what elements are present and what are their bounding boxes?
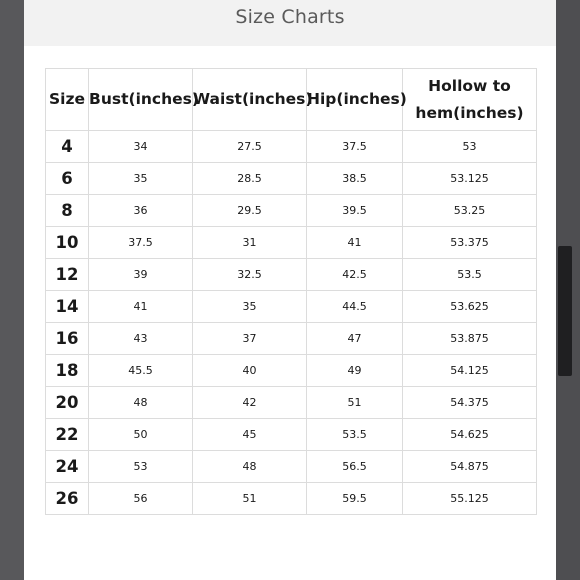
hip-header: Hip(inches) xyxy=(307,69,403,131)
hip-cell: 42.5 xyxy=(307,259,403,291)
size-cell: 12 xyxy=(46,259,89,291)
size-cell: 8 xyxy=(46,195,89,227)
waist-cell: 40 xyxy=(193,355,307,387)
waist-cell: 27.5 xyxy=(193,131,307,163)
hollow-to-hem-cell: 54.125 xyxy=(403,355,537,387)
waist-cell: 37 xyxy=(193,323,307,355)
hip-cell: 37.5 xyxy=(307,131,403,163)
table-row xyxy=(46,227,537,259)
bust-cell: 35 xyxy=(89,163,193,195)
hollow-to-hem-cell: 54.625 xyxy=(403,419,537,451)
hip-cell: 41 xyxy=(307,227,403,259)
hollow-to-hem-cell: 53.375 xyxy=(403,227,537,259)
size-cell: 4 xyxy=(46,131,89,163)
bust-header: Bust(inches) xyxy=(89,69,193,131)
waist-cell: 29.5 xyxy=(193,195,307,227)
bust-cell: 56 xyxy=(89,483,193,515)
size-cell: 10 xyxy=(46,227,89,259)
waist-cell: 45 xyxy=(193,419,307,451)
bust-cell: 39 xyxy=(89,259,193,291)
bust-cell: 41 xyxy=(89,291,193,323)
waist-cell: 35 xyxy=(193,291,307,323)
size-cell: 20 xyxy=(46,387,89,419)
bust-cell: 34 xyxy=(89,131,193,163)
hip-cell: 47 xyxy=(307,323,403,355)
size-cell: 22 xyxy=(46,419,89,451)
hollow-to-hem-cell: 53.25 xyxy=(403,195,537,227)
waist-cell: 31 xyxy=(193,227,307,259)
table-row xyxy=(46,291,537,323)
hip-cell: 38.5 xyxy=(307,163,403,195)
waist-cell: 28.5 xyxy=(193,163,307,195)
table-row xyxy=(46,195,537,227)
bust-cell: 43 xyxy=(89,323,193,355)
hollow-to-hem-cell: 53.5 xyxy=(403,259,537,291)
bust-cell: 50 xyxy=(89,419,193,451)
table-row xyxy=(46,483,537,515)
hip-cell: 49 xyxy=(307,355,403,387)
waist-cell: 51 xyxy=(193,483,307,515)
table-row xyxy=(46,355,537,387)
waist-header: Waist(inches) xyxy=(193,69,307,131)
table-row xyxy=(46,323,537,355)
table-body xyxy=(46,131,537,515)
bust-cell: 37.5 xyxy=(89,227,193,259)
table-row xyxy=(46,259,537,291)
size-cell: 24 xyxy=(46,451,89,483)
scrollbar-thumb[interactable] xyxy=(558,246,572,376)
hollow-to-hem-cell: 53.875 xyxy=(403,323,537,355)
table-row xyxy=(46,451,537,483)
hollow-to-hem-cell: 53 xyxy=(403,131,537,163)
hollow-to-hem-cell: 54.875 xyxy=(403,451,537,483)
size-cell: 18 xyxy=(46,355,89,387)
hip-cell: 39.5 xyxy=(307,195,403,227)
hollow-to-hem-cell: 53.125 xyxy=(403,163,537,195)
hip-cell: 56.5 xyxy=(307,451,403,483)
size-cell: 26 xyxy=(46,483,89,515)
size-cell: 14 xyxy=(46,291,89,323)
size-header: Size xyxy=(46,69,89,131)
waist-cell: 32.5 xyxy=(193,259,307,291)
table-row xyxy=(46,419,537,451)
hollow-to-hem-header: Hollow to hem(inches) xyxy=(403,69,537,131)
table-row xyxy=(46,163,537,195)
size-chart-table xyxy=(45,68,537,515)
waist-cell: 42 xyxy=(193,387,307,419)
hollow-to-hem-cell: 54.375 xyxy=(403,387,537,419)
hollow-to-hem-cell: 53.625 xyxy=(403,291,537,323)
bust-cell: 36 xyxy=(89,195,193,227)
hip-cell: 44.5 xyxy=(307,291,403,323)
size-cell: 6 xyxy=(46,163,89,195)
table-row xyxy=(46,131,537,163)
hollow-to-hem-cell: 55.125 xyxy=(403,483,537,515)
panel-header xyxy=(24,0,556,46)
panel-title: Size Charts xyxy=(235,6,345,28)
table-row xyxy=(46,387,537,419)
hip-cell: 59.5 xyxy=(307,483,403,515)
table-header-row xyxy=(46,69,537,131)
bust-cell: 48 xyxy=(89,387,193,419)
hip-cell: 53.5 xyxy=(307,419,403,451)
bust-cell: 53 xyxy=(89,451,193,483)
size-cell: 16 xyxy=(46,323,89,355)
bust-cell: 45.5 xyxy=(89,355,193,387)
hip-cell: 51 xyxy=(307,387,403,419)
waist-cell: 48 xyxy=(193,451,307,483)
